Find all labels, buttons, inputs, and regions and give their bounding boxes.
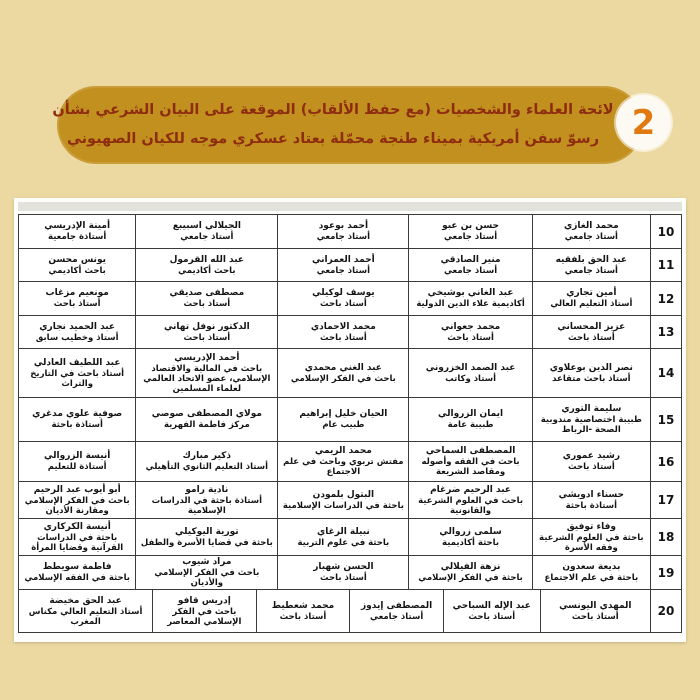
- person-role: باحثة في العلوم الشرعية وفقه الأسرة: [539, 532, 644, 553]
- person-name: تورية اليوكيلي: [175, 526, 239, 537]
- person-name: المهدي اليونسي: [559, 600, 632, 611]
- person-name: يونس محسن: [48, 254, 106, 265]
- person-name: مولاي المصطفى صوصي: [151, 409, 262, 419]
- person-name: أحمد العمراني: [312, 254, 375, 265]
- signatory-cell: [278, 482, 409, 518]
- person-name: الجيلالي اسبيبع: [172, 221, 241, 231]
- person-name: ايمان الزروالي: [438, 409, 504, 419]
- signatory-cell: [533, 519, 651, 555]
- person-role: باحثة في الفكر الإسلامي: [418, 573, 523, 583]
- person-name: عبد الغاني بوشيخي: [427, 288, 514, 298]
- row-number: 17: [657, 493, 675, 507]
- person-role: طبيبة عامة: [447, 420, 494, 430]
- person-role: أستاذ باحث: [447, 332, 494, 343]
- table-row: [19, 589, 681, 632]
- signatory-cell: [136, 519, 278, 555]
- person-name: محمد الغازي: [563, 221, 619, 231]
- signatory-cell: [136, 442, 278, 481]
- signatory-cell: [278, 249, 409, 281]
- signatory-cell: [136, 482, 278, 518]
- person-name: البتول بلمودن: [312, 489, 375, 500]
- signatory-cell: [444, 590, 541, 632]
- person-role: أستاذ باحث: [468, 611, 516, 622]
- person-role: باحث أكاديمي: [178, 265, 236, 276]
- person-role: باحثة في الدراسات الإسلامية: [282, 500, 404, 511]
- table-row: [19, 248, 681, 281]
- person-name: يوسف لوكيلي: [312, 288, 375, 298]
- person-role: أستاذ جامعي: [564, 232, 618, 242]
- person-name: محمد الريمي: [314, 446, 372, 456]
- page-edge-strip: [18, 202, 682, 211]
- row-number: 12: [657, 291, 675, 306]
- person-name: نزهة الفيلالي: [440, 562, 501, 572]
- signatory-cell: [409, 482, 532, 518]
- signatories-table: [18, 214, 682, 633]
- person-role: أستاذ باحث: [279, 611, 327, 622]
- person-role: باحثة في علم الاجتماع: [544, 573, 639, 583]
- table-row: [19, 518, 681, 555]
- signatory-cell: [278, 442, 409, 481]
- person-name: عبد الحق بلفقيه: [555, 254, 628, 265]
- person-name: الدكتور نوفل تهاني: [163, 321, 250, 332]
- row-number: 19: [657, 565, 675, 580]
- signatory-cell: [350, 590, 444, 632]
- person-role: أستاذ باحث: [183, 299, 231, 309]
- person-role: أستاذ جامعي: [443, 232, 498, 242]
- signatory-cell: [533, 398, 651, 441]
- row-number: 20: [657, 604, 675, 618]
- signatory-cell: [409, 349, 532, 397]
- person-name: المصطفى السماحي: [425, 446, 516, 456]
- person-role: طبيبة اختصاصية مندوبية الصحة -الرباط: [540, 415, 642, 435]
- person-role: باحث في الفكر الإسلامي: [290, 373, 396, 384]
- signatory-cell: [19, 349, 136, 397]
- person-role: أستاذ باحث: [320, 299, 367, 309]
- person-role: أستاذ جامعي: [443, 265, 498, 276]
- person-role: أكاديمية علاء الدين الدولية: [416, 299, 525, 309]
- signatory-cell: [19, 482, 136, 518]
- person-name: منير الصادقي: [440, 254, 501, 265]
- person-name: نادية رامو: [185, 484, 229, 495]
- person-name: أنيسة الكركاري: [43, 521, 111, 532]
- person-name: ذكير مبارك: [182, 451, 231, 461]
- signatory-cell: [533, 282, 651, 315]
- row-number: 11: [657, 258, 675, 272]
- person-role: أستاذ جامعي: [564, 265, 618, 276]
- table-row: [19, 315, 681, 348]
- person-name: نبيلة الرغاي: [316, 526, 370, 537]
- signatory-cell: [278, 556, 409, 589]
- person-role: أستاذ جامعي: [180, 232, 234, 242]
- section-number-badge: 2: [616, 95, 671, 150]
- person-role: أستاذ جامعي: [316, 265, 370, 276]
- signatory-cell: [153, 590, 257, 632]
- person-role: أستاذة باحثة في الدراسات الإسلامية: [151, 495, 263, 516]
- person-role: أستاذ باحث: [53, 299, 101, 309]
- person-name: مونعيم مزغاب: [45, 288, 109, 298]
- person-role: أستاذ باحث متقاعد: [552, 373, 631, 384]
- person-role: باحث في الفقه وأصوله ومقاصد الشريعة: [421, 457, 520, 477]
- signatory-cell: [19, 556, 136, 589]
- signatory-cell: [409, 556, 532, 589]
- person-role: أستاذ باحث: [571, 611, 619, 622]
- document-page: [14, 198, 686, 642]
- signatory-cell: [136, 556, 278, 589]
- person-name: نصر الدين بوعلاوي: [549, 362, 633, 373]
- signatory-cell: [19, 282, 136, 315]
- table-row: [19, 397, 681, 441]
- person-name: أبو أيوب عبد الرحيم: [33, 484, 121, 495]
- person-role: باحثة في علوم التربية: [297, 537, 390, 548]
- signatory-cell: [409, 442, 532, 481]
- person-name: محمد الاحمادي: [310, 321, 376, 332]
- person-name: وفاء توفيق: [566, 521, 616, 532]
- signatory-cell: [136, 249, 278, 281]
- person-name: رشيد عموري: [562, 451, 620, 461]
- table-row: [19, 481, 681, 518]
- person-name: صوفية علوي مدغري: [32, 409, 123, 419]
- signatory-cell: [136, 215, 278, 248]
- person-role: أستاذ باحث: [567, 462, 615, 472]
- signatory-cell: [409, 519, 532, 555]
- person-name: عبد الحميد نجاري: [39, 321, 116, 332]
- signatory-cell: [136, 282, 278, 315]
- signatory-cell: [278, 282, 409, 315]
- person-name: محمد جعواني: [440, 321, 501, 332]
- signatory-cell: [19, 316, 136, 348]
- person-role: باحث في الفكر الإسلامي والأديان: [154, 568, 260, 588]
- row-number: 18: [657, 530, 675, 544]
- person-role: باحثة في الدراسات القرآنية وقضايا المرأة: [31, 532, 124, 553]
- signatory-cell: [409, 282, 532, 315]
- person-role: أستاذ التعليم العالي: [550, 299, 633, 309]
- person-role: أستاذ جامعي: [370, 611, 424, 622]
- signatory-cell: [278, 215, 409, 248]
- person-name: فاطمة سويطط: [42, 562, 112, 572]
- person-name: محمد شعطيط: [271, 600, 335, 611]
- signatory-cell: [257, 590, 351, 632]
- row-number: 13: [657, 325, 675, 339]
- person-role: أستاذ وكاتب: [445, 373, 496, 384]
- signatory-cell: [409, 215, 532, 248]
- person-role: أستاذة للتعليم: [47, 462, 107, 472]
- person-name: عبد اللطيف العادلي: [33, 357, 121, 368]
- signatory-cell: [409, 398, 532, 441]
- person-role: أستاذة باحثة: [565, 500, 618, 511]
- person-name: مصطفى صديقي: [169, 288, 245, 298]
- signatory-cell: [136, 316, 278, 348]
- person-name: أحمد الإدريسي: [174, 352, 240, 363]
- person-name: الحسن شهبار: [313, 562, 374, 572]
- table-row: [19, 348, 681, 397]
- person-role: باحثة في قضايا الأسرة والطفل: [140, 537, 273, 548]
- person-name: أمين تجاري: [566, 288, 617, 298]
- person-role: أستاذ التعليم العالي مكناس المغرب: [28, 606, 143, 627]
- signatory-cell: [19, 519, 136, 555]
- signatory-cell: [19, 215, 136, 248]
- person-name: أمينة الإدريسي: [44, 221, 111, 231]
- signatory-cell: [19, 442, 136, 481]
- table-row: [19, 555, 681, 589]
- signatory-cell: [533, 556, 651, 589]
- signatory-cell: [136, 398, 278, 441]
- row-number: 14: [657, 366, 675, 380]
- signatory-cell: [136, 349, 278, 397]
- signatory-cell: [19, 398, 136, 441]
- row-number: 15: [657, 412, 675, 427]
- person-name: إدريس قافو: [177, 595, 231, 606]
- person-role: أستاذة جامعية: [48, 232, 107, 242]
- banner-title-line1: لائحة العلماء والشخصيات (مع حفظ الألقاب) الموقعة على البيان الشرعي بشأن: [52, 102, 614, 118]
- signatory-cell: [278, 316, 409, 348]
- person-name: بديعة سعدون: [562, 562, 621, 572]
- person-role: طبيب عام: [322, 420, 365, 430]
- person-role: باحث أكاديمي: [48, 265, 106, 276]
- person-role: باحثة في الفقه الإسلامي: [24, 573, 130, 583]
- table-row: [19, 441, 681, 481]
- person-name: عزيز المحساني: [557, 321, 626, 332]
- person-name: الحيان خليل إبراهيم: [299, 409, 388, 419]
- person-role: باحث في العلوم الشرعية والقانونية: [418, 495, 524, 516]
- person-name: عبد الحق مخيضة: [49, 595, 122, 606]
- signatory-cell: [278, 398, 409, 441]
- person-name: عبد الغني محمدي: [304, 362, 382, 373]
- person-name: سلمى زروالي: [439, 526, 502, 537]
- person-name: عبد الرحيم ضرغام: [430, 484, 512, 495]
- person-role: باحث في الفكر الإسلامي ومقارنة الأديان: [24, 495, 130, 516]
- row-number: 16: [657, 454, 675, 469]
- person-name: المصطفى إيدوز: [360, 600, 433, 611]
- person-name: مراد شيوب: [182, 557, 232, 567]
- signatory-cell: [278, 349, 409, 397]
- person-role: مركز فاطمة الفهرية: [163, 420, 250, 430]
- person-role: أستاذة باحثة: [51, 420, 103, 430]
- table-row: [19, 215, 681, 248]
- person-role: أستاذ باحث في التاريخ والتراث: [30, 368, 125, 389]
- person-role: مفتش تربوي وباحث في علم الاجتماع: [283, 457, 404, 477]
- row-number: 10: [657, 224, 675, 239]
- signatory-cell: [533, 442, 651, 481]
- signatory-cell: [278, 519, 409, 555]
- person-role: باحث في الفكر الإسلامي المعاصر: [167, 606, 242, 627]
- person-role: أستاذ التعليم الثانوي التأهيلي: [145, 462, 269, 472]
- banner-title-line2: رسوّ سفن أمريكية بميناء طنجة محمّلة بعتاد عسكري موجه للكيان الصهيوني: [66, 131, 600, 147]
- person-name: سليمة التوري: [561, 404, 622, 414]
- signatory-cell: [533, 349, 651, 397]
- banner-title: [38, 96, 661, 154]
- header-banner: [52, 86, 643, 164]
- person-role: أستاذ باحث: [567, 332, 615, 343]
- signatory-cell: [533, 215, 651, 248]
- signatory-cell: [409, 316, 532, 348]
- person-role: باحثة أكاديمية: [442, 537, 500, 548]
- person-role: أستاذ باحث: [320, 573, 367, 583]
- person-name: حسن بن عبو: [442, 221, 500, 231]
- signatory-cell: [19, 590, 153, 632]
- signatory-cell: [533, 249, 651, 281]
- signatory-cell: [533, 482, 651, 518]
- signatory-cell: [19, 249, 136, 281]
- signatory-cell: [533, 316, 651, 348]
- person-role: أستاذ باحث: [183, 332, 231, 343]
- person-name: حسناء ادويشي: [558, 489, 625, 500]
- person-role: أستاذ جامعي: [316, 232, 370, 242]
- person-role: أستاذ باحث: [320, 332, 367, 343]
- person-name: عبد الإله السباحي: [452, 600, 531, 611]
- signatory-cell: [541, 590, 651, 632]
- signatory-cell: [409, 249, 532, 281]
- table-row: [19, 281, 681, 315]
- person-name: أنيسة الزروالي: [44, 451, 111, 461]
- person-role: أستاذ وخطيب سابق: [35, 332, 119, 343]
- person-name: عبد الله القرمول: [169, 254, 245, 265]
- person-role: باحث في المالية والاقتصاد الإسلامي، عضو الاتحاد العالمي لعلماء المسلمين: [143, 363, 271, 394]
- person-name: أحمد بوعود: [318, 221, 369, 231]
- person-name: عبد الصمد الخزروني: [425, 362, 516, 373]
